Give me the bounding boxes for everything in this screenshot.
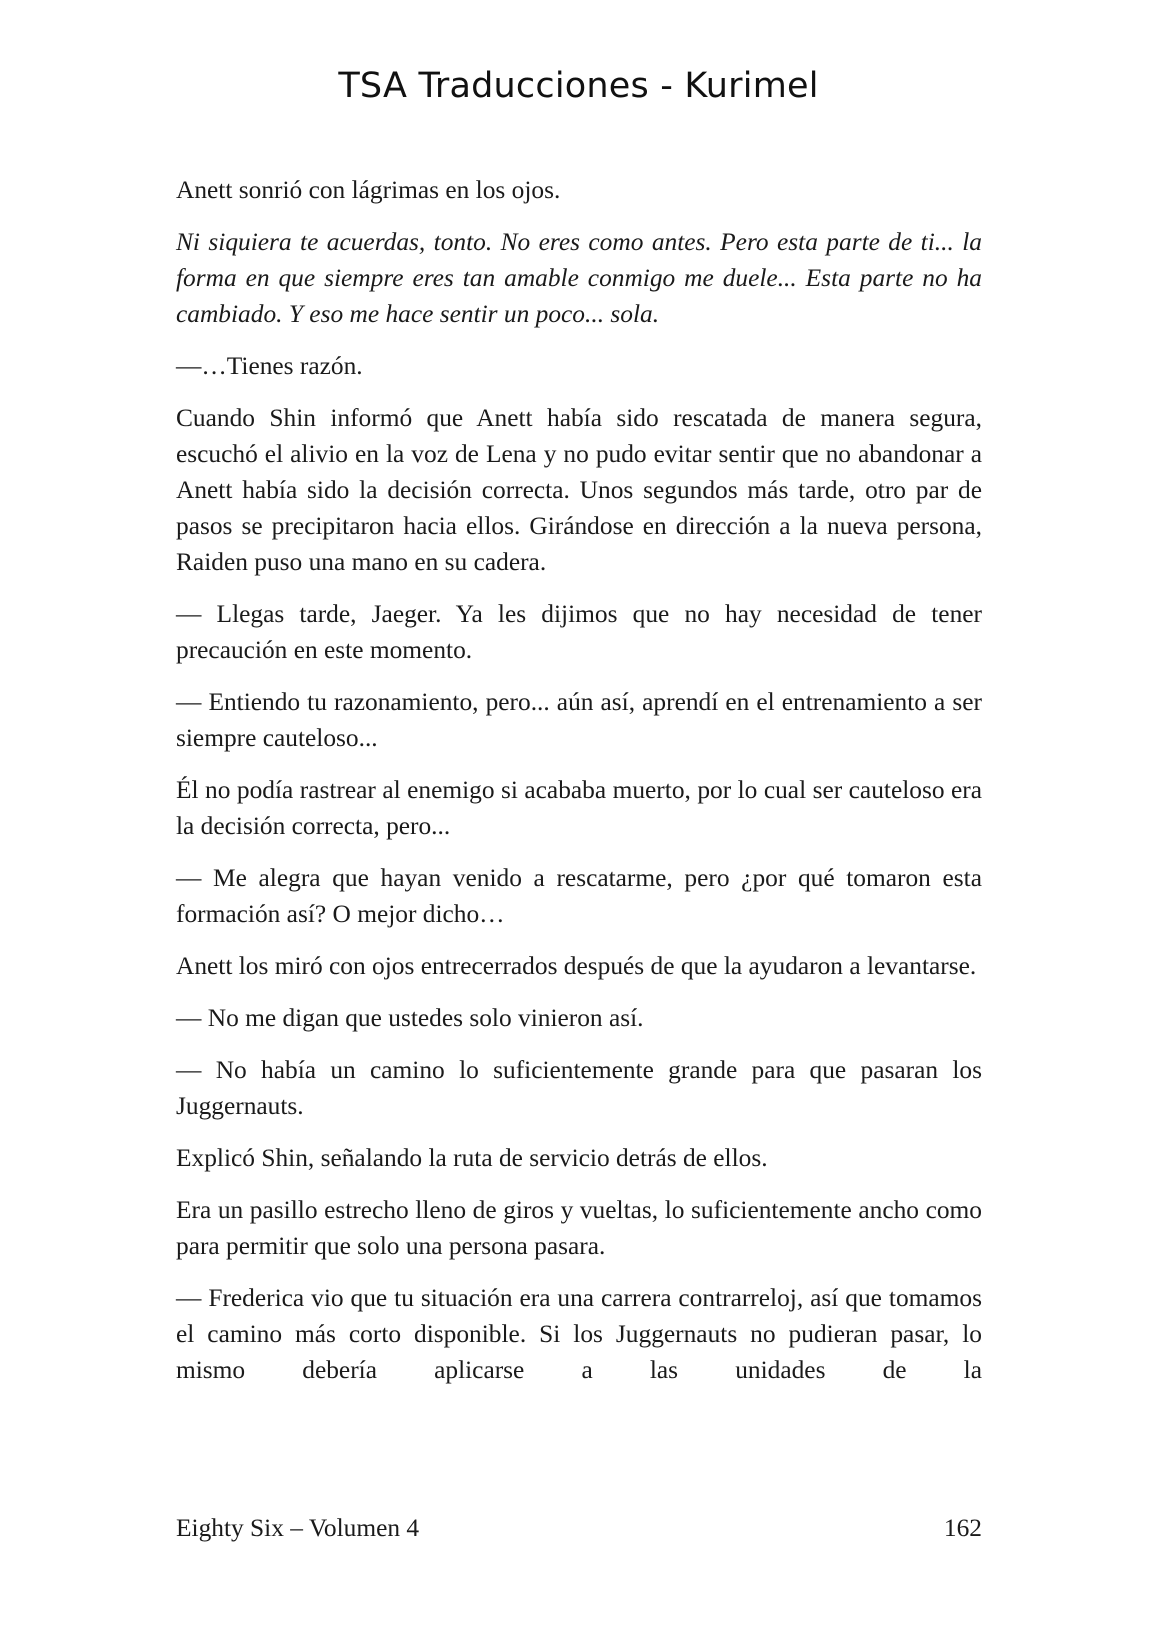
paragraph: Anett los miró con ojos entrecerrados después de que la ayudaron a levantarse. (176, 952, 977, 980)
paragraph: Era un pasillo estrecho lleno de giros y vueltas, lo suficientemente ancho como para permitir que solo una persona pasara. (176, 1196, 982, 1260)
page-header-title: TSA Traducciones - Kurimel (338, 66, 819, 106)
paragraph: — No había un camino lo suficientemente grande para que pasaran los Juggernauts. (176, 1056, 982, 1120)
paragraph: — Frederica vio que tu situación era una carrera contrarreloj, así que tomamos el camino más corto disponible. Si los Juggernauts no pudieran pasar, lo mismo debería aplicarse a las unidades de la (176, 1284, 982, 1384)
paragraph: Él no podía rastrear al enemigo si acababa muerto, por lo cual ser cauteloso era la decisión correcta, pero... (176, 776, 982, 840)
paragraph: —…Tienes razón. (176, 352, 363, 380)
paragraph: Anett sonrió con lágrimas en los ojos. (176, 176, 561, 204)
paragraph: — Entiendo tu razonamiento, pero... aún así, aprendí en el entrenamiento a ser siempre cauteloso... (176, 688, 982, 752)
paragraph: Cuando Shin informó que Anett había sido rescatada de manera segura, escuchó el alivio en la voz de Lena y no pudo evitar sentir que no abandonar a Anett había sido la decisión correcta. Unos segundos más tarde, otro par de pasos se precipitaron hacia ellos. Girándose en dirección a la nueva persona, Raiden puso una mano en su cadera. (176, 404, 982, 576)
paragraph: — Me alegra que hayan venido a rescatarme, pero ¿por qué tomaron esta formación así? O mejor dicho… (176, 864, 982, 928)
paragraph: Explicó Shin, señalando la ruta de servicio detrás de ellos. (176, 1144, 768, 1172)
paragraph: — No me digan que ustedes solo vinieron así. (176, 1004, 644, 1032)
page-body (176, 172, 982, 1404)
footer-book-title: Eighty Six – Volumen 4 (176, 1514, 420, 1542)
paragraph-italic: Ni siquiera te acuerdas, tonto. No eres como antes. Pero esta parte de ti... la forma en que siempre eres tan amable conmigo me duele... Esta parte no ha cambiado. Y eso me hace sentir un poco... sola. (176, 228, 982, 328)
paragraph: — Llegas tarde, Jaeger. Ya les dijimos que no hay necesidad de tener precaución en este momento. (176, 600, 982, 664)
footer-page-number: 162 (943, 1514, 982, 1542)
